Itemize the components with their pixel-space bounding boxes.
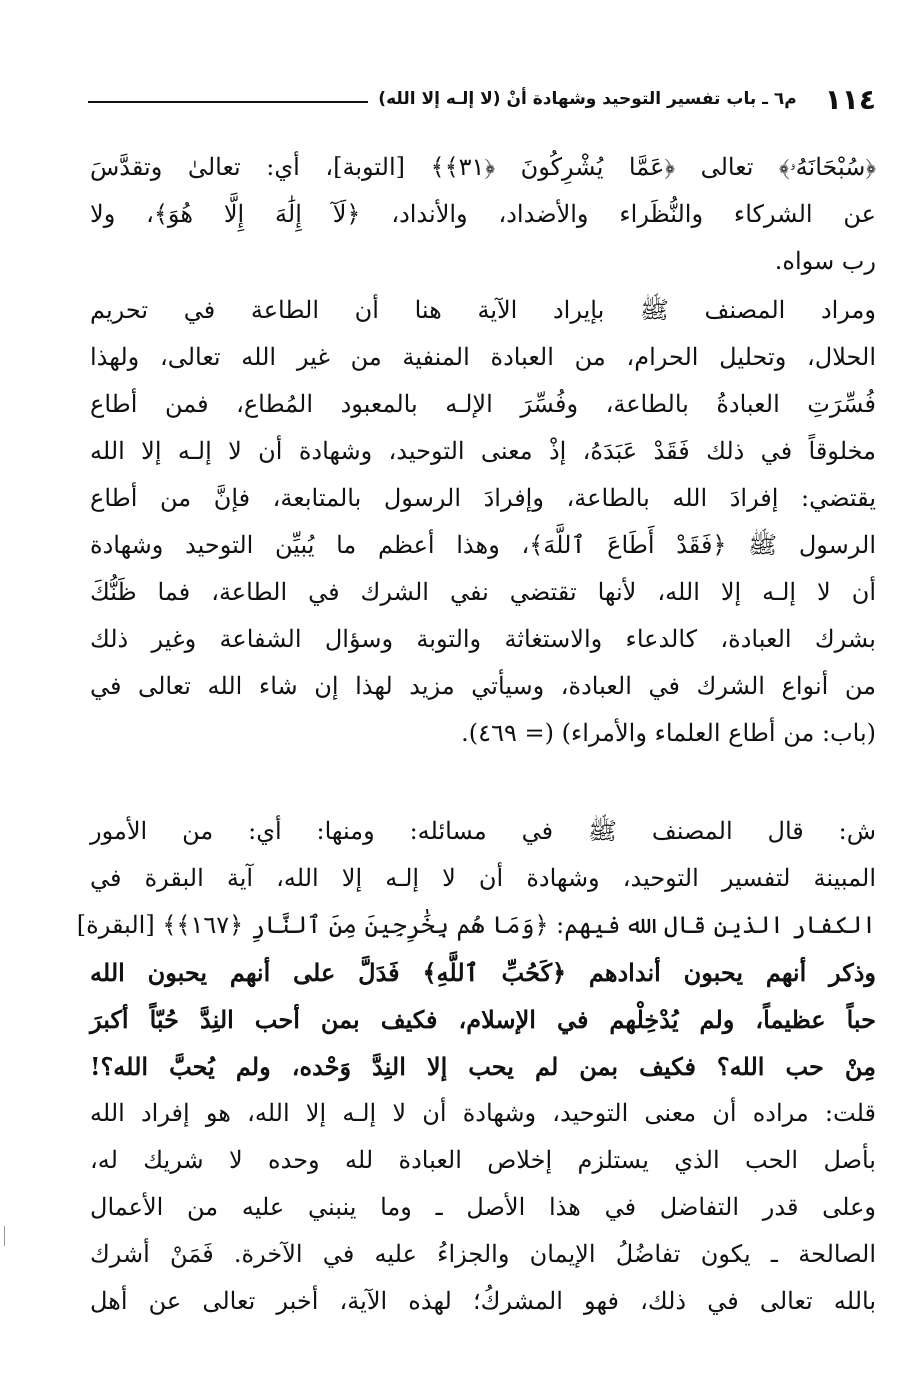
text-line: بشرك العبادة، كالدعاء والاستغاثة والتوبة وسؤال الشفاعة وغير ذلك [90, 625, 876, 653]
text-line: فُسِّرَتِ العبادةُ بالطاعة، وفُسِّرَ الإلـه بالمعبود المُطاع، فمن أطاع [90, 390, 876, 418]
text-line: الصالحة ـ يكون تفاضُلُ الإيمان والجزاءُ عليه في الآخرة. فَمَنْ أشرك [90, 1240, 876, 1268]
text-line: الرسول ﷺ ﴿فَقَدْ أَطَاعَ ٱللَّهَ﴾، وهذا أعظم ما يُبيِّن التوحيد وشهادة [90, 531, 876, 559]
text-line: يقتضي: إفرادَ الله بالطاعة، وإفرادَ الرسول بالمتابعة، فإنَّ من أطاع [90, 484, 876, 512]
text-line: بأصل الحب الذي يستلزم إخلاص العبادة لله وحده لا شريك له، [90, 1146, 876, 1174]
paragraph-3 [76, 808, 876, 1325]
text-line: وعلى قدر التفاضل في هذا الأصل ـ وما ينبني عليه من الأعمال [90, 1193, 876, 1221]
text-line: قلت: مراده أن معنى التوحيد، وشهادة أن لا إلـه إلا الله، هو إفراد الله [90, 1099, 876, 1127]
text-line: بالله تعالى في ذلك، فهو المشركُ؛ لهذه الآية، أخبر تعالى عن أهل [90, 1287, 876, 1315]
text-line: عن الشركاء والنُّظَراء والأضداد، والأنداد، ﴿لَآ إِلَٰهَ إِلَّا هُوَ﴾، ولا [90, 200, 876, 228]
text-line: مخلوقاً في ذلك فَقَدْ عَبَدَهُ، إذْ معنى التوحيد، وشهادة أن لا إلـه إلا الله [90, 437, 876, 465]
text-line: حباً عظيماً، ولم يُدْخِلْهم في الإسلام، فكيف بمن أحب النِدَّ حُبّاً أكبرَ [90, 1005, 876, 1034]
paragraph-1 [90, 144, 876, 285]
text-line: (باب: من أطاع العلماء والأمراء) (= ٤٦٩). [461, 719, 876, 747]
text-line: المبينة لتفسير التوحيد، وشهادة أن لا إلـه إلا الله، آية البقرة في [90, 864, 876, 892]
text-line: الحلال، وتحليل الحرام، من العبادة المنفية من غير الله تعالى، ولهذا [90, 343, 876, 371]
text-line: رب سواه. [774, 247, 876, 275]
scan-margin-mark [4, 1226, 9, 1246]
paragraph-2 [90, 287, 876, 757]
text-line: ومراد المصنف ﷺ بإيراد الآية هنا أن الطاعة في تحريم [90, 296, 876, 324]
text-line: وذكر أنهم يحبون أندادهم ﴿كَحُبِّ ٱللَّهِ﴾ فَدَلَّ على أنهم يحبون الله [90, 958, 876, 987]
text-line: الكفار الذين قال الله فيهم: ﴿وَمَا هُم بِخَٰرِجِينَ مِنَ ٱلنَّارِ ﴿١٦٧﴾﴾ [البقرة] [76, 911, 876, 939]
text-line: أن لا إلـه إلا الله، لأنها تقتضي نفي الشرك في الطاعة، فما ظَنُّكَ [90, 578, 876, 606]
header-rule [88, 101, 368, 103]
text-line: ﴿سُبْحَانَهُۥ﴾ تعالى ﴿عَمَّا يُشْرِكُونَ ﴿٣١﴾﴾ [التوبة]، أي: تعالىٰ وتقدَّسَ [90, 153, 876, 181]
page-header [88, 76, 876, 122]
page-number: ١١٤ [824, 82, 876, 116]
text-line: من أنواع الشرك في العبادة، وسيأتي مزيد لهذا إن شاء الله تعالى في [90, 672, 876, 700]
running-head: م٦ ـ باب تفسير التوحيد وشهادة أنْ (لا إلـه إلا الله) [378, 89, 797, 109]
text-line: مِنْ حب الله؟ فكيف بمن لم يحب إلا النِدَّ وَحْده، ولم يُحبَّ الله؟! [90, 1052, 876, 1081]
text-line: ش: قال المصنف ﷺ في مسائله: ومنها: أي: من الأمور [90, 817, 876, 845]
